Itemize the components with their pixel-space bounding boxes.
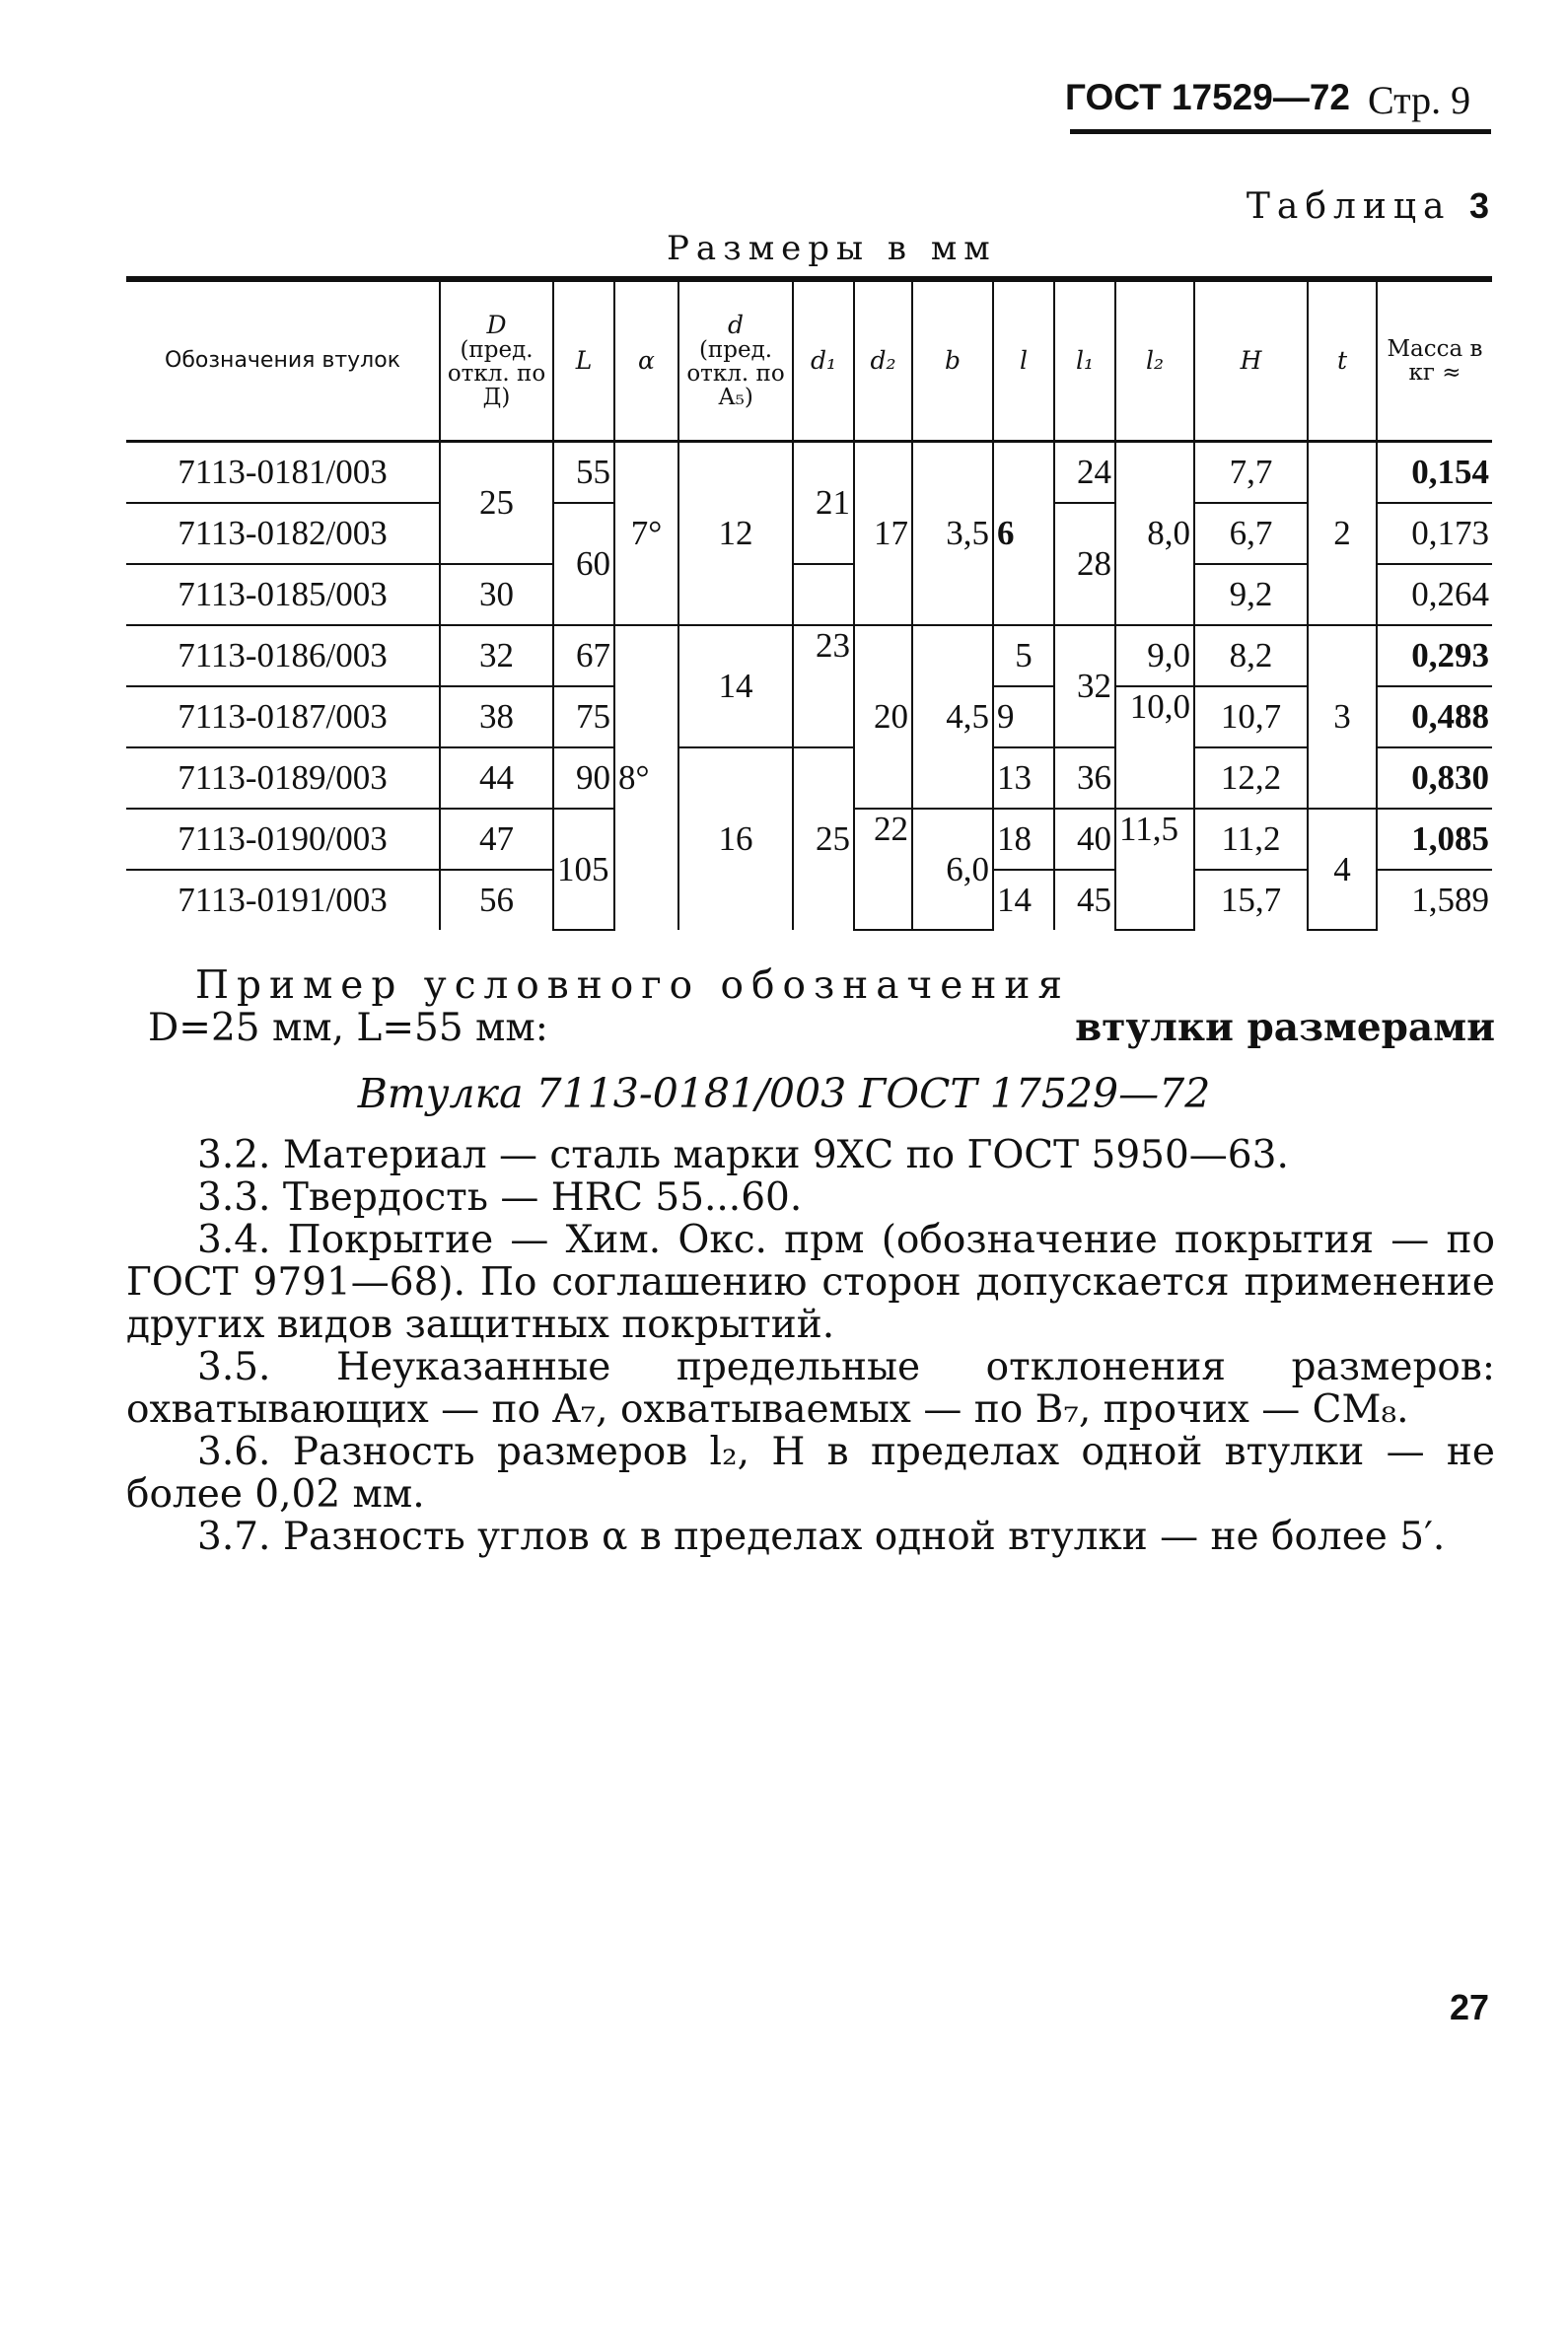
cell-L: 60 xyxy=(553,503,614,625)
cell-D: 30 xyxy=(440,564,553,625)
cell-d2: 20 xyxy=(854,625,912,809)
cell-l2: 10,0 xyxy=(1115,686,1194,809)
cell-l1: 36 xyxy=(1054,747,1115,809)
col-l: l xyxy=(993,279,1054,442)
cell-t: 4 xyxy=(1308,809,1377,930)
cell-l2: 8,0 xyxy=(1115,442,1194,626)
cell-mass: 0,154 xyxy=(1377,442,1492,504)
table-caption-number: 3 xyxy=(1468,185,1489,226)
cell-H: 8,2 xyxy=(1194,625,1308,686)
cell-H: 15,7 xyxy=(1194,870,1308,930)
cell-designation: 7113-0187/003 xyxy=(126,686,440,747)
cell-H: 6,7 xyxy=(1194,503,1308,564)
cell-alpha: 8° xyxy=(614,625,678,930)
cell-b: 6,0 xyxy=(912,809,993,930)
cell-d: 12 xyxy=(678,442,793,626)
cell-mass: 0,830 xyxy=(1377,747,1492,809)
cell-D: 38 xyxy=(440,686,553,747)
cell-t: 3 xyxy=(1308,625,1377,809)
cell-d: 16 xyxy=(678,747,793,930)
cell-l1: 45 xyxy=(1054,870,1115,930)
table-units: Размеры в мм xyxy=(667,229,997,268)
table-header-row xyxy=(126,279,1492,442)
cell-d1: 25 xyxy=(793,747,854,930)
cell-mass: 1,085 xyxy=(1377,809,1492,870)
table-row xyxy=(126,442,1492,504)
cell-L: 67 xyxy=(553,625,614,686)
cell-d1: 23 xyxy=(793,625,854,747)
cell-designation: 7113-0185/003 xyxy=(126,564,440,625)
col-D: D (пред. откл. по Д) xyxy=(440,279,553,442)
cell-D: 56 xyxy=(440,870,553,930)
cell-mass: 1,589 xyxy=(1377,870,1492,930)
header-rule xyxy=(1070,129,1491,134)
clause-3-4: 3.4. Покрытие — Хим. Окс. прм (обозначение покрытия — по ГОСТ 9791—68). По соглашению сторон допускается применение других видов защитных покрытий. xyxy=(126,1218,1495,1347)
cell-H: 12,2 xyxy=(1194,747,1308,809)
col-L: L xyxy=(553,279,614,442)
cell-b: 3,5 xyxy=(912,442,993,626)
clause-3-2: 3.2. Материал — сталь марки 9ХС по ГОСТ 5950—63. xyxy=(197,1133,1289,1177)
col-d2: d₂ xyxy=(854,279,912,442)
cell-L: 90 xyxy=(553,747,614,809)
cell-mass: 0,264 xyxy=(1377,564,1492,625)
page-number: 27 xyxy=(1450,1987,1490,2027)
col-d1: d₁ xyxy=(793,279,854,442)
cell-D: 32 xyxy=(440,625,553,686)
table-row xyxy=(126,625,1492,686)
cell-mass: 0,488 xyxy=(1377,686,1492,747)
table-caption xyxy=(1247,185,1489,227)
cell-alpha: 7° xyxy=(614,442,678,626)
table-caption-title: Таблица xyxy=(1246,186,1452,227)
col-designation: Обозначения втулок xyxy=(126,279,440,442)
cell-D: 25 xyxy=(440,442,553,565)
cell-designation: 7113-0190/003 xyxy=(126,809,440,870)
cell-designation: 7113-0181/003 xyxy=(126,442,440,504)
cell-L: 55 xyxy=(553,442,614,504)
example-lead-spaced: Пример условного обозначения xyxy=(195,963,1070,1008)
clause-3-3: 3.3. Твердость — HRC 55...60. xyxy=(197,1175,803,1220)
page-label: Стр. 9 xyxy=(1368,78,1471,122)
cell-mass: 0,173 xyxy=(1377,503,1492,564)
cell-d1: 21 xyxy=(793,442,854,565)
cell-mass: 0,293 xyxy=(1377,625,1492,686)
cell-l: 13 xyxy=(993,747,1054,809)
col-l1: l₁ xyxy=(1054,279,1115,442)
cell-l1: 28 xyxy=(1054,503,1115,625)
example-lead-rest: втулки размерами xyxy=(1075,1005,1495,1050)
cell-designation: 7113-0186/003 xyxy=(126,625,440,686)
cell-designation: 7113-0182/003 xyxy=(126,503,440,564)
cell-d2: 22 xyxy=(854,809,912,930)
cell-l: 6 xyxy=(993,442,1054,626)
cell-H: 11,2 xyxy=(1194,809,1308,870)
cell-l1: 24 xyxy=(1054,442,1115,504)
col-alpha: α xyxy=(614,279,678,442)
running-header xyxy=(1065,77,1489,123)
cell-l: 18 xyxy=(993,809,1054,870)
clause-3-5: 3.5. Неуказанные предельные отклонения размеров: охватывающих — по A₇, охватываемых — по B₇, прочих — CM₈. xyxy=(126,1345,1495,1432)
dimensions-table xyxy=(126,276,1492,931)
cell-L: 105 xyxy=(553,809,614,930)
cell-d2: 17 xyxy=(854,442,912,626)
cell-d: 14 xyxy=(678,625,793,747)
example-intro xyxy=(148,963,1495,1050)
cell-designation: 7113-0191/003 xyxy=(178,881,388,919)
cell-H: 7,7 xyxy=(1194,442,1308,504)
example-designation: Втулка 7113-0181/003 ГОСТ 17529—72 xyxy=(357,1070,1211,1117)
clause-3-6: 3.6. Разность размеров l₂, H в пределах одной втулки — не более 0,02 мм. xyxy=(126,1430,1495,1517)
cell-d1 xyxy=(793,564,854,625)
table-body xyxy=(126,442,1492,931)
col-H: H xyxy=(1194,279,1308,442)
cell-l1: 40 xyxy=(1054,809,1115,870)
cell-l1: 32 xyxy=(1054,625,1115,747)
col-b: b xyxy=(912,279,993,442)
table-row xyxy=(126,564,1492,625)
cell-L: 75 xyxy=(553,686,614,747)
table-row xyxy=(126,747,1492,809)
col-l2: l₂ xyxy=(1115,279,1194,442)
cell-D: 47 xyxy=(440,809,553,870)
col-t: t xyxy=(1308,279,1377,442)
col-d: d (пред. откл. по А₅) xyxy=(678,279,793,442)
cell-t: 2 xyxy=(1308,442,1377,626)
cell-l2: 11,5 xyxy=(1115,809,1194,930)
cell-l2: 9,0 xyxy=(1115,625,1194,686)
cell-designation: 7113-0189/003 xyxy=(126,747,440,809)
cell-l: 5 xyxy=(993,625,1054,686)
cell-H: 9,2 xyxy=(1194,564,1308,625)
cell-l: 14 xyxy=(993,870,1054,930)
standard-id: ГОСТ 17529—72 xyxy=(1065,77,1350,117)
clause-3-7: 3.7. Разность углов α в пределах одной втулки — не более 5′. xyxy=(197,1515,1446,1559)
example-lead-line2: D=25 мм, L=55 мм: xyxy=(148,1006,548,1050)
cell-H: 10,7 xyxy=(1194,686,1308,747)
cell-D: 44 xyxy=(440,747,553,809)
cell-b: 4,5 xyxy=(912,625,993,809)
col-mass: Масса в кг ≈ xyxy=(1377,279,1492,442)
cell-l: 9 xyxy=(993,686,1054,747)
